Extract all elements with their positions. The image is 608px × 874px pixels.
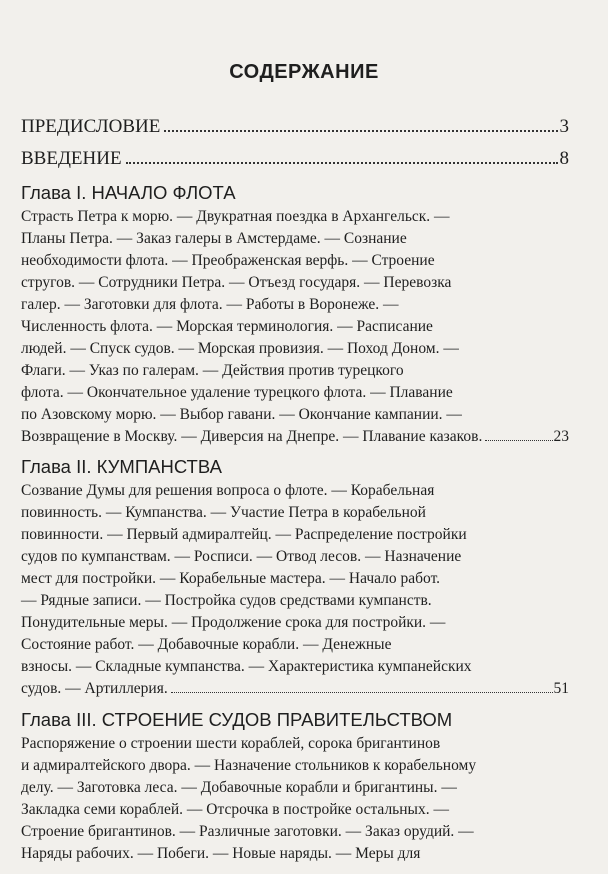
chapter-heading: Глава I. НАЧАЛО ФЛОТА — [21, 182, 236, 203]
chapter-text-line: повинности. — Первый адмиралтейц. — Распределение постройки — [21, 526, 467, 543]
chapter-text-line: Состояние работ. — Добавочные корабли. — Денежные — [21, 636, 392, 653]
chapter-last-line — [21, 428, 569, 446]
chapter-text-line: Численность флота. — Морская терминология. — Расписание — [21, 318, 433, 335]
chapter-text-line: Понудительные меры. — Продолжение срока для постройки. — — [21, 614, 446, 631]
toc-entry-label: ВВЕДЕНИЕ — [21, 148, 122, 169]
chapter-heading: Глава III. СТРОЕНИЕ СУДОВ ПРАВИТЕЛЬСТВОМ — [21, 709, 453, 730]
chapter-text-line: флота. — Окончательное удаление турецкого флота. — Плавание — [21, 384, 453, 401]
chapter-text-line: стругов. — Сотрудники Петра. — Отъезд государя. — Перевозка — [21, 274, 452, 291]
page-title: СОДЕРЖАНИЕ — [229, 61, 379, 83]
chapter-text-line: Страсть Петра к морю. — Двукратная поездка в Архангельск. — — [21, 208, 450, 225]
chapter-text-line: судов. — Артиллерия. — [21, 680, 168, 697]
chapter-text-line: делу. — Заготовка леса. — Добавочные корабли и бригантины. — — [21, 779, 457, 796]
chapter-page-number: 51 — [553, 680, 569, 697]
chapter-text-line: Распоряжение о строении шести кораблей, сорока бригантинов — [21, 735, 441, 752]
chapter-text-line: мест для постройки. — Корабельные мастера. — Начало работ. — [21, 570, 441, 587]
chapter-text-line: Закладка семи кораблей. — Отсрочка в постройке остальных. — — [21, 801, 449, 818]
dot-leader — [171, 692, 553, 693]
chapter-page-number: 23 — [553, 428, 569, 445]
chapter-text-line: необходимости флота. — Преображенская верфь. — Строение — [21, 252, 435, 269]
chapter-text-line: Созвание Думы для решения вопроса о флоте. — Корабельная — [21, 482, 435, 499]
dot-leader — [126, 162, 558, 164]
chapter-heading: Глава II. КУМПАНСТВА — [21, 456, 222, 477]
toc-entry-page: 3 — [559, 116, 569, 137]
chapter-text-line: Наряды рабочих. — Побеги. — Новые наряды. — Меры для — [21, 845, 421, 862]
chapter-text-line: повинность. — Кумпанства. — Участие Петра в корабельной — [21, 504, 426, 521]
chapter-text-line: людей. — Спуск судов. — Морская провизия. — Поход Доном. — — [21, 340, 459, 357]
dot-leader — [485, 440, 552, 441]
dot-leader — [164, 130, 557, 132]
chapter-text-line: и адмиралтейского двора. — Назначение стольников к корабельному — [21, 757, 477, 774]
toc-entry-preface — [21, 116, 569, 138]
chapter-text-line: взносы. — Складные кумпанства. — Характеристика кумпанейских — [21, 658, 472, 675]
chapter-text-line: судов по кумпанствам. — Росписи. — Отвод лесов. — Назначение — [21, 548, 462, 565]
chapter-text-line: галер. — Заготовки для флота. — Работы в Воронеже. — — [21, 296, 399, 313]
toc-entry-page: 8 — [559, 148, 569, 169]
chapter-text-line: Строение бригантинов. — Различные заготовки. — Заказ орудий. — — [21, 823, 474, 840]
chapter-last-line — [21, 680, 569, 698]
chapter-text-line: по Азовскому морю. — Выбор гавани. — Окончание кампании. — — [21, 406, 462, 423]
chapter-text-line: Возвращение в Москву. — Диверсия на Днепре. — Плавание казаков. — [21, 428, 483, 445]
toc-entry-intro — [21, 148, 569, 170]
chapter-text-line: — Рядные записи. — Постройка судов средствами кумпанств. — [21, 592, 432, 609]
toc-entry-label: ПРЕДИСЛОВИЕ — [21, 116, 161, 137]
chapter-text-line: Планы Петра. — Заказ галеры в Амстердаме. — Сознание — [21, 230, 407, 247]
chapter-text-line: Флаги. — Указ по галерам. — Действия против турецкого — [21, 362, 404, 379]
